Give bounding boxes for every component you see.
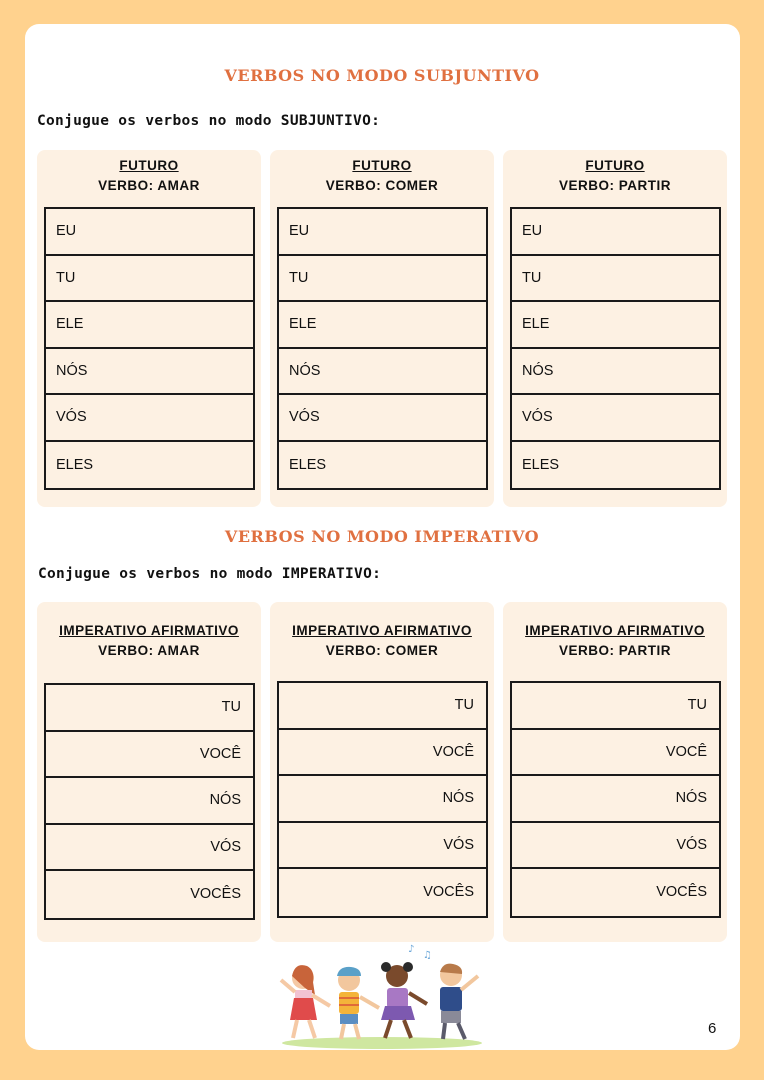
card-heading: FUTURO xyxy=(119,158,179,173)
subjuntivo-card-partir xyxy=(503,150,727,507)
subjuntivo-instruction: Conjugue os verbos no modo SUBJUNTIVO: xyxy=(37,113,381,129)
card-heading: FUTURO xyxy=(352,158,412,173)
table-row[interactable]: VOCÊ xyxy=(46,732,253,779)
imperativo-card-partir xyxy=(503,602,727,942)
table-row[interactable]: VOCÊ xyxy=(512,730,719,777)
card-verb: VERBO: AMAR xyxy=(98,178,200,193)
table-row[interactable]: TU xyxy=(279,256,486,303)
card-heading: IMPERATIVO AFIRMATIVO xyxy=(525,623,705,638)
table-row[interactable]: ELE xyxy=(512,302,719,349)
conjugation-table xyxy=(510,681,721,918)
card-verb: VERBO: COMER xyxy=(325,643,439,658)
imperativo-card-comer xyxy=(270,602,494,942)
subjuntivo-card-comer xyxy=(270,150,494,507)
table-row[interactable]: VÓS xyxy=(46,825,253,872)
table-row[interactable]: VÓS xyxy=(512,395,719,442)
table-row[interactable]: TU xyxy=(512,683,719,730)
card-verb: VERBO: PARTIR xyxy=(558,643,671,658)
table-row[interactable]: NÓS xyxy=(512,776,719,823)
card-verb: VERBO: PARTIR xyxy=(558,178,671,193)
table-row[interactable]: VÓS xyxy=(512,823,719,870)
table-row[interactable]: VOCÊS xyxy=(656,884,707,901)
card-heading: FUTURO xyxy=(585,158,645,173)
table-row[interactable]: ELE xyxy=(46,302,253,349)
table-row[interactable]: VÓS xyxy=(279,395,486,442)
table-row[interactable]: NÓS xyxy=(46,349,253,396)
table-row[interactable]: NÓS xyxy=(512,349,719,396)
table-row[interactable]: NÓS xyxy=(279,776,486,823)
table-row[interactable]: ELES xyxy=(289,456,327,473)
table-row[interactable]: EU xyxy=(279,209,486,256)
table-row[interactable]: TU xyxy=(279,683,486,730)
conjugation-table xyxy=(277,207,488,490)
card-verb: VERBO: AMAR xyxy=(98,643,200,658)
page-number: 6 xyxy=(708,1020,717,1037)
subjuntivo-card-amar xyxy=(37,150,261,507)
table-row[interactable]: NÓS xyxy=(279,349,486,396)
table-row[interactable]: EU xyxy=(512,209,719,256)
table-row[interactable]: VOCÊ xyxy=(279,730,486,777)
svg-text:♫: ♫ xyxy=(423,950,432,961)
children-holding-hands-illustration xyxy=(275,940,490,1050)
table-row[interactable]: ELES xyxy=(522,456,560,473)
table-row[interactable]: TU xyxy=(46,256,253,303)
imperativo-instruction: Conjugue os verbos no modo IMPERATIVO: xyxy=(38,566,382,582)
table-row[interactable]: VOCÊS xyxy=(190,886,241,903)
table-row[interactable]: VÓS xyxy=(46,395,253,442)
table-row[interactable]: ELES xyxy=(56,456,94,473)
conjugation-table xyxy=(44,683,255,920)
svg-text:♪: ♪ xyxy=(408,944,415,955)
table-row[interactable]: TU xyxy=(46,685,253,732)
card-heading: IMPERATIVO AFIRMATIVO xyxy=(59,623,239,638)
table-row[interactable]: VOCÊS xyxy=(423,884,474,901)
imperativo-card-amar xyxy=(37,602,261,942)
table-row[interactable]: TU xyxy=(512,256,719,303)
subjuntivo-title: VERBOS NO MODO SUBJUNTIVO xyxy=(224,66,540,85)
table-row[interactable]: NÓS xyxy=(46,778,253,825)
card-heading: IMPERATIVO AFIRMATIVO xyxy=(292,623,472,638)
conjugation-table xyxy=(277,681,488,918)
card-verb: VERBO: COMER xyxy=(325,178,439,193)
table-row[interactable]: EU xyxy=(46,209,253,256)
conjugation-table xyxy=(44,207,255,490)
imperativo-title: VERBOS NO MODO IMPERATIVO xyxy=(224,527,540,546)
table-row[interactable]: ELE xyxy=(279,302,486,349)
conjugation-table xyxy=(510,207,721,490)
table-row[interactable]: VÓS xyxy=(279,823,486,870)
